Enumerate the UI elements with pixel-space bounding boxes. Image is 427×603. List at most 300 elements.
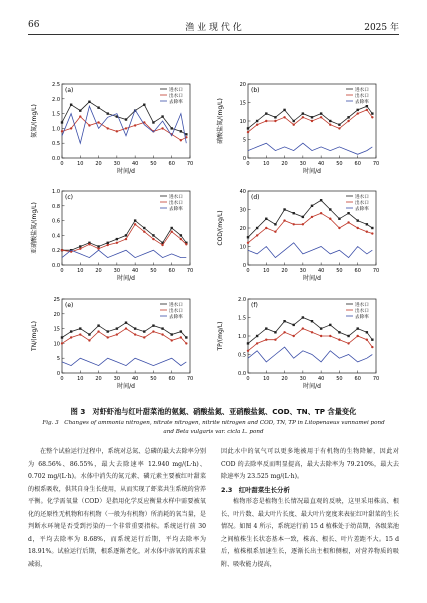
legend-label: 出水口: [169, 93, 183, 99]
data-point: [125, 118, 127, 120]
x-tick-label: 30: [299, 268, 307, 274]
data-point: [61, 249, 63, 251]
data-point: [371, 339, 373, 341]
x-tick-label: 50: [150, 268, 157, 274]
data-point: [338, 331, 340, 333]
data-point: [371, 227, 373, 229]
chart-panel-c: [28, 183, 213, 291]
y-tick-label: 0.5: [52, 141, 60, 148]
data-point: [79, 109, 81, 111]
data-point: [347, 335, 349, 337]
x-tick-label: 50: [150, 161, 157, 167]
data-point: [143, 231, 145, 233]
y-tick-label: 2.0: [238, 297, 246, 303]
data-point: [171, 231, 173, 233]
x-tick-label: 40: [131, 268, 139, 274]
chart-c: [28, 183, 213, 291]
data-point: [265, 339, 267, 341]
data-point: [283, 116, 285, 118]
data-point: [116, 130, 118, 132]
x-tick-label: 0: [246, 376, 250, 382]
data-point: [161, 244, 163, 246]
data-point: [256, 342, 258, 344]
y-tick-label: 0.0: [52, 263, 60, 269]
x-tick-label: 70: [186, 161, 194, 167]
x-axis-label: 时间/d: [303, 168, 321, 175]
page-number: 66: [28, 20, 40, 30]
data-point: [283, 219, 285, 221]
data-point: [371, 116, 373, 118]
legend-label: 出水口: [355, 93, 369, 99]
data-point: [143, 104, 145, 106]
y-tick-label: 1.0: [52, 126, 60, 133]
data-point: [97, 245, 99, 247]
figure-caption-en: Fig. 3 Changes of ammonia nitrogen, nitrate nitrogen, nitrite nitrogen and COD, TN, TP in Litopenaeus vannamei pond and Beta vulgaris var. cicla L. pond: [42, 420, 385, 435]
data-point: [371, 346, 373, 348]
chart-panel-d: [214, 183, 399, 291]
data-point: [247, 350, 249, 352]
x-tick-label: 0: [246, 161, 250, 167]
data-point: [134, 327, 136, 329]
data-point: [116, 327, 118, 329]
data-point: [293, 124, 295, 126]
data-point: [274, 120, 276, 122]
panel-label: (e): [65, 302, 74, 309]
y-tick-label: 15: [53, 326, 60, 333]
chart-panel-f: [214, 291, 399, 399]
data-point: [107, 242, 109, 244]
legend-label: 去除率: [169, 314, 183, 320]
data-point: [302, 327, 304, 329]
y-tick-label: 0.5: [238, 352, 246, 359]
data-point: [283, 208, 285, 210]
data-point: [293, 212, 295, 214]
data-point: [152, 234, 154, 236]
series-line: [248, 243, 372, 258]
data-point: [293, 324, 295, 326]
data-point: [97, 330, 99, 332]
data-point: [329, 218, 331, 220]
y-tick-label: 40: [239, 189, 246, 195]
data-point: [357, 327, 359, 329]
data-point: [134, 124, 136, 126]
data-point: [347, 221, 349, 223]
x-tick-label: 70: [186, 268, 194, 274]
y-tick-label: 1.0: [238, 334, 246, 340]
data-point: [247, 131, 249, 133]
y-tick-label: 2.5: [52, 82, 60, 88]
data-point: [125, 234, 127, 236]
data-point: [79, 115, 81, 117]
y-tick-label: 20: [239, 226, 246, 232]
chart-e: [28, 291, 213, 399]
x-tick-label: 60: [168, 161, 175, 167]
y-tick-label: 20: [53, 311, 60, 318]
data-point: [347, 212, 349, 214]
data-point: [293, 223, 295, 225]
data-point: [320, 327, 322, 329]
data-point: [180, 238, 182, 240]
data-point: [256, 227, 258, 229]
x-tick-label: 20: [281, 161, 288, 167]
data-point: [311, 120, 313, 122]
x-tick-label: 70: [372, 161, 380, 167]
data-point: [171, 333, 173, 335]
data-point: [357, 227, 359, 229]
series-line: [62, 358, 186, 365]
y-tick-label: 5: [242, 137, 246, 144]
data-point: [366, 339, 368, 341]
series-line: [62, 250, 186, 257]
data-point: [366, 223, 368, 225]
data-point: [247, 342, 249, 344]
y-tick-label: 1.5: [238, 315, 246, 322]
y-axis-label: 硝酸盐氮/(mg/L): [217, 98, 224, 144]
x-tick-label: 30: [299, 161, 307, 167]
data-point: [171, 127, 173, 129]
x-tick-label: 0: [60, 268, 64, 274]
data-point: [366, 105, 368, 107]
y-tick-label: 25: [53, 297, 60, 303]
data-point: [283, 320, 285, 322]
data-point: [293, 120, 295, 122]
panel-label: (f): [251, 302, 258, 309]
data-point: [97, 324, 99, 326]
x-tick-label: 20: [95, 376, 102, 382]
data-point: [371, 232, 373, 234]
data-point: [70, 336, 72, 338]
data-point: [366, 109, 368, 111]
data-point: [88, 333, 90, 335]
data-point: [79, 245, 81, 247]
data-point: [265, 218, 267, 220]
data-point: [88, 124, 90, 126]
data-point: [97, 121, 99, 123]
data-point: [143, 330, 145, 332]
data-point: [338, 227, 340, 229]
data-point: [247, 236, 249, 238]
legend-label: 出水口: [355, 200, 369, 206]
legend-label: 去除率: [169, 206, 183, 212]
data-point: [329, 335, 331, 337]
legend-label: 进水口: [169, 87, 183, 93]
y-tick-label: 10: [53, 341, 60, 348]
y-tick-label: 0.0: [238, 371, 246, 377]
x-tick-label: 60: [168, 376, 175, 382]
x-tick-label: 30: [113, 161, 121, 167]
data-point: [107, 127, 109, 129]
chart-a: [28, 76, 213, 184]
data-point: [338, 218, 340, 220]
y-tick-label: 20: [239, 82, 246, 88]
y-tick-label: 0.0: [52, 156, 60, 162]
data-point: [265, 327, 267, 329]
data-point: [329, 208, 331, 210]
x-tick-label: 70: [372, 268, 380, 274]
data-point: [116, 238, 118, 240]
data-point: [265, 120, 267, 122]
series-line: [62, 329, 186, 344]
panel-label: (a): [65, 87, 74, 94]
y-axis-label: TP/(mg/L): [217, 321, 224, 351]
data-point: [152, 330, 154, 332]
data-point: [283, 331, 285, 333]
data-point: [311, 205, 313, 207]
series-line: [248, 143, 372, 154]
y-tick-label: 0.8: [52, 203, 60, 210]
legend-label: 出水口: [355, 308, 369, 314]
data-point: [366, 331, 368, 333]
data-point: [88, 339, 90, 341]
data-point: [274, 331, 276, 333]
data-point: [302, 116, 304, 118]
y-tick-label: 10: [239, 244, 246, 251]
x-tick-label: 40: [131, 376, 139, 382]
data-point: [338, 124, 340, 126]
data-point: [357, 109, 359, 111]
data-point: [161, 333, 163, 335]
data-point: [161, 327, 163, 329]
chart-b: [214, 76, 399, 184]
data-point: [107, 244, 109, 246]
y-axis-label: TN/(mg/L): [31, 321, 38, 351]
y-tick-label: 1.0: [52, 189, 60, 195]
data-point: [88, 101, 90, 103]
data-point: [125, 238, 127, 240]
panel-label: (d): [251, 194, 260, 201]
data-point: [357, 112, 359, 114]
x-tick-label: 0: [246, 268, 250, 274]
data-point: [171, 227, 173, 229]
x-tick-label: 40: [317, 161, 325, 167]
y-tick-label: 1.5: [52, 111, 60, 118]
legend-label: 进水口: [355, 194, 369, 200]
data-point: [61, 336, 63, 338]
data-point: [320, 335, 322, 337]
journal-year: 2025 年: [364, 23, 399, 33]
x-tick-label: 0: [60, 161, 64, 167]
chart-panel-a: [28, 76, 213, 184]
body-column-right: [221, 446, 399, 571]
y-tick-label: 30: [239, 207, 246, 214]
data-point: [347, 120, 349, 122]
x-tick-label: 10: [263, 268, 270, 274]
y-axis-label: COD/(mg/L): [217, 210, 224, 246]
data-point: [311, 331, 313, 333]
data-point: [347, 116, 349, 118]
legend-label: 进水口: [169, 302, 183, 308]
data-point: [180, 336, 182, 338]
y-tick-label: 2.0: [52, 96, 60, 103]
data-point: [274, 223, 276, 225]
data-point: [320, 212, 322, 214]
data-point: [302, 316, 304, 318]
data-point: [79, 248, 81, 250]
data-point: [70, 330, 72, 332]
data-point: [134, 219, 136, 221]
data-point: [293, 335, 295, 337]
legend-label: 进水口: [355, 302, 369, 308]
data-point: [247, 242, 249, 244]
data-point: [88, 243, 90, 245]
data-point: [283, 109, 285, 111]
section-heading: 2.3 红叶甜菜生长分析: [221, 485, 290, 494]
data-point: [274, 231, 276, 233]
y-tick-label: 0.2: [52, 248, 60, 255]
legend-label: 去除率: [355, 99, 369, 105]
legend-label: 进水口: [169, 194, 183, 200]
data-point: [347, 342, 349, 344]
legend-label: 进水口: [355, 87, 369, 93]
data-point: [320, 112, 322, 114]
data-point: [79, 333, 81, 335]
data-point: [152, 121, 154, 123]
chart-panel-b: [214, 76, 399, 184]
y-tick-label: 15: [239, 100, 246, 107]
x-tick-label: 30: [113, 376, 121, 382]
data-point: [256, 120, 258, 122]
data-point: [116, 333, 118, 335]
data-point: [329, 324, 331, 326]
data-point: [143, 336, 145, 338]
y-tick-label: 0: [56, 371, 60, 377]
x-tick-label: 40: [317, 376, 325, 382]
x-axis-label: 时间/d: [303, 275, 321, 282]
y-tick-label: 5: [56, 356, 60, 363]
data-point: [311, 116, 313, 118]
x-axis-label: 时间/d: [117, 383, 135, 390]
data-point: [185, 342, 187, 344]
legend-label: 去除率: [169, 99, 183, 105]
data-point: [116, 242, 118, 244]
data-point: [180, 330, 182, 332]
x-tick-label: 70: [186, 376, 194, 382]
data-point: [61, 121, 63, 123]
x-tick-label: 50: [336, 161, 343, 167]
data-point: [338, 339, 340, 341]
data-point: [61, 342, 63, 344]
data-point: [70, 127, 72, 129]
data-point: [125, 321, 127, 323]
data-point: [134, 223, 136, 225]
data-point: [152, 238, 154, 240]
x-tick-label: 20: [95, 161, 102, 167]
data-point: [357, 335, 359, 337]
data-point: [256, 124, 258, 126]
x-tick-label: 60: [354, 376, 361, 382]
page-header: [28, 20, 399, 35]
data-point: [161, 115, 163, 117]
y-tick-label: 0: [242, 156, 246, 162]
series-line: [62, 117, 186, 141]
data-point: [185, 133, 187, 135]
series-line: [248, 347, 372, 362]
x-tick-label: 40: [317, 268, 325, 274]
x-axis-label: 时间/d: [117, 168, 135, 175]
figure-caption-cn: 图 3 对虾虾池与红叶甜菜池的氨氮、硝酸盐氮、亚硝酸盐氮、COD、TN、TP 含量变化: [70, 407, 357, 416]
y-axis-label: 氨氮/(mg/L): [31, 104, 38, 138]
data-point: [152, 324, 154, 326]
legend-label: 去除率: [355, 206, 369, 212]
x-tick-label: 0: [60, 376, 64, 382]
data-point: [107, 112, 109, 114]
data-point: [171, 339, 173, 341]
data-point: [265, 227, 267, 229]
x-tick-label: 20: [281, 268, 288, 274]
x-tick-label: 40: [131, 161, 139, 167]
x-tick-label: 50: [336, 268, 343, 274]
x-tick-label: 70: [372, 376, 380, 382]
data-point: [134, 333, 136, 335]
x-axis-label: 时间/d: [303, 383, 321, 390]
data-point: [274, 339, 276, 341]
x-tick-label: 10: [77, 376, 84, 382]
x-tick-label: 10: [77, 161, 84, 167]
data-point: [274, 116, 276, 118]
data-point: [97, 106, 99, 108]
data-point: [180, 130, 182, 132]
data-point: [320, 116, 322, 118]
x-tick-label: 30: [299, 376, 307, 382]
data-point: [180, 139, 182, 141]
data-point: [97, 248, 99, 250]
body-column-left: [28, 446, 206, 571]
x-axis-label: 时间/d: [117, 275, 135, 282]
data-point: [180, 234, 182, 236]
data-point: [70, 104, 72, 106]
journal-title: 渔 业 现 代 化: [185, 23, 242, 33]
data-point: [329, 124, 331, 126]
panel-label: (b): [251, 87, 260, 94]
x-tick-label: 60: [354, 161, 361, 167]
data-point: [302, 112, 304, 114]
data-point: [107, 330, 109, 332]
panel-label: (c): [65, 194, 73, 201]
data-point: [302, 216, 304, 218]
data-point: [125, 127, 127, 129]
legend-label: 去除率: [355, 314, 369, 320]
y-tick-label: 0: [242, 263, 246, 269]
data-point: [256, 234, 258, 236]
data-point: [61, 130, 63, 132]
data-point: [185, 243, 187, 245]
x-tick-label: 50: [336, 376, 343, 382]
y-axis-label: 亚硝酸盐氮/(mg/L): [31, 202, 38, 254]
y-tick-label: 0.6: [52, 218, 60, 225]
body-paragraph: 因此水中的氧气可以更多地被用于有机物的生物降解，因此对 COD 的去除率反而明显提高，最大去除率为 79.210%，最大去除速率为 23.525 mg/(L·h)。: [221, 448, 399, 480]
data-point: [143, 227, 145, 229]
x-tick-label: 20: [95, 268, 102, 274]
data-point: [329, 120, 331, 122]
x-tick-label: 20: [281, 376, 288, 382]
data-point: [311, 320, 313, 322]
legend-label: 出水口: [169, 308, 183, 314]
legend-label: 出水口: [169, 200, 183, 206]
x-tick-label: 10: [77, 268, 84, 274]
y-tick-label: 0.4: [52, 233, 60, 240]
data-point: [320, 199, 322, 201]
data-point: [338, 127, 340, 129]
data-point: [247, 127, 249, 129]
data-point: [302, 223, 304, 225]
data-point: [311, 216, 313, 218]
data-point: [161, 127, 163, 129]
data-point: [371, 112, 373, 114]
data-point: [107, 336, 109, 338]
x-tick-label: 50: [150, 376, 157, 382]
data-point: [256, 335, 258, 337]
data-point: [125, 327, 127, 329]
